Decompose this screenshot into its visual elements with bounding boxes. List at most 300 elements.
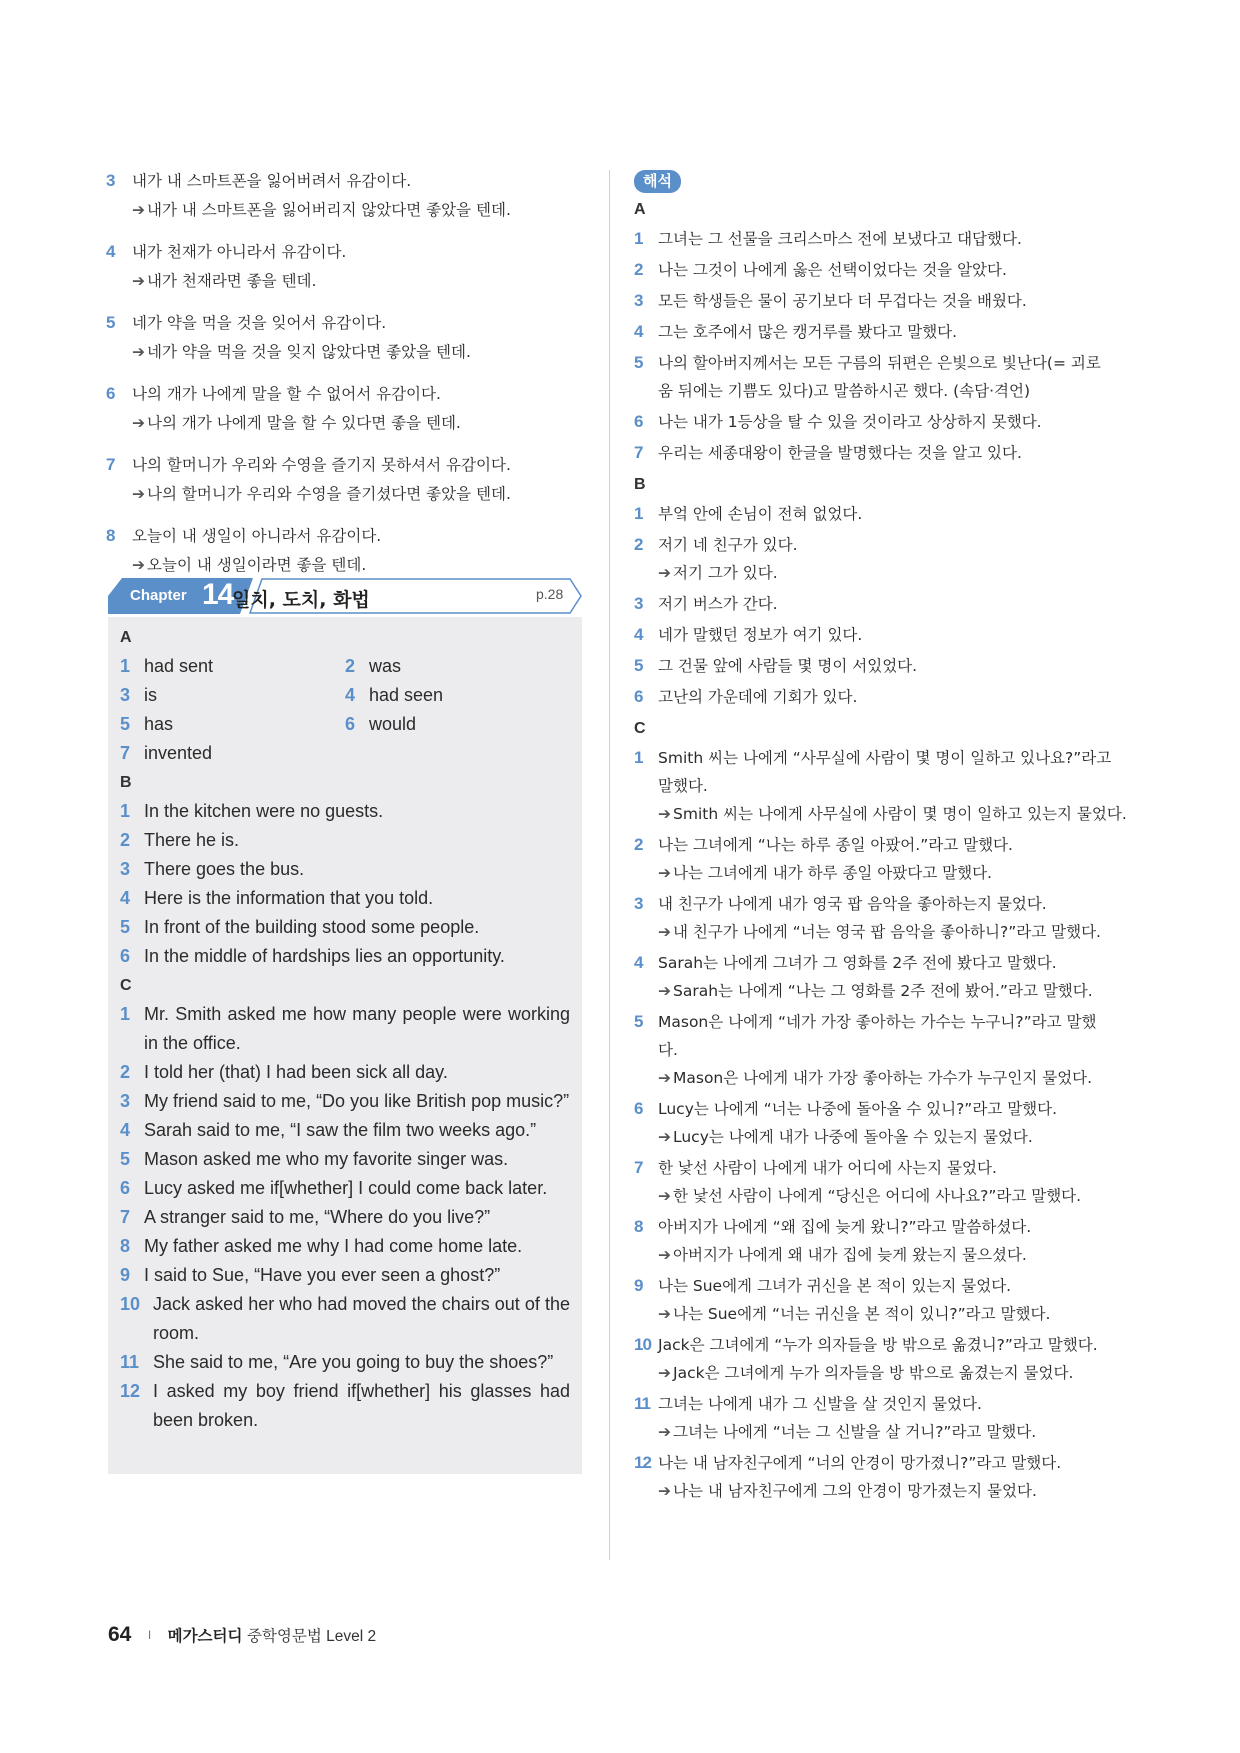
answer-number: 4 [120, 888, 131, 908]
translation-text: Lucy는 나에게 “너는 나중에 돌아올 수 있니?”라고 말했다. [658, 1100, 1058, 1118]
translation-sentence [634, 1331, 1114, 1387]
rewrite-text: 나는 내 남자친구에게 그의 안경이 망가졌는지 물었다. [673, 1482, 1037, 1500]
rewrite-text: 오늘이 내 생일이라면 좋을 텐데. [147, 556, 367, 574]
answer-text: My father asked me why I had come home late. [144, 1236, 523, 1256]
item-text: 네가 약을 먹을 것을 잊어서 유감이다. [132, 314, 387, 332]
item-number: 1 [634, 504, 644, 523]
answer-item [120, 739, 345, 768]
translation-sentence [634, 439, 1114, 467]
translation-text: 그녀는 나에게 내가 그 신발을 살 것인지 물었다. [658, 1395, 982, 1413]
translation-sentence [634, 831, 1114, 887]
answer-number: 6 [345, 714, 356, 734]
answer-text: Sarah said to me, “I saw the film two weeks ago.” [144, 1120, 537, 1140]
translation-body [658, 256, 1114, 284]
translation-rewrite [658, 859, 1114, 887]
answer-item [345, 710, 570, 739]
item-number: 4 [634, 953, 644, 972]
translation-body [658, 287, 1114, 315]
answer-item [120, 1116, 570, 1145]
translation-text: 내 친구가 나에게 내가 영국 팝 음악을 좋아하는지 물었다. [658, 895, 1047, 913]
rewrite-text: 한 낯선 사람이 나에게 “당신은 어디에 사나요?”라고 말했다. [673, 1187, 1082, 1205]
footer-book-title: 중학영문법 Level 2 [246, 1628, 377, 1645]
chapter-title: 일치, 도치, 화법 [232, 589, 370, 611]
translation-item [634, 439, 1114, 467]
translation-text: 아버지가 나에게 “왜 집에 늦게 왔니?”라고 말씀하셨다. [658, 1218, 1032, 1236]
item-number: 4 [634, 322, 644, 341]
translation-rewrite [658, 1300, 1114, 1328]
translation-body [658, 349, 1114, 405]
answer-text: would [369, 714, 417, 734]
section-c-answers [120, 1000, 570, 1435]
translation-sentence [634, 1213, 1114, 1269]
translation-sentence [634, 621, 1114, 649]
item-number: 5 [634, 353, 644, 372]
answer-text: Mr. Smith asked me how many people were working in the office. [144, 1004, 570, 1053]
translation-text: 그는 호주에서 많은 캥거루를 봤다고 말했다. [658, 323, 958, 341]
answer-item [120, 1174, 570, 1203]
translation-item [634, 652, 1114, 680]
item-number: 6 [634, 412, 644, 431]
translation-item [634, 408, 1114, 436]
arrow-icon: ➔ [132, 485, 145, 503]
answer-number: 3 [120, 1091, 131, 1111]
item-number: 10 [634, 1335, 651, 1354]
footer-brand: 메가스터디 [167, 1628, 243, 1645]
translation-sentence [634, 1095, 1114, 1151]
list-item-rewrite [106, 196, 596, 225]
translation-item [634, 225, 1114, 253]
translation-body [658, 1449, 1114, 1505]
answer-number: 3 [120, 859, 131, 879]
translation-body [658, 621, 1114, 649]
translation-body [658, 439, 1114, 467]
translation-column [634, 170, 1127, 1508]
list-item [106, 521, 596, 580]
translation-list [106, 166, 596, 592]
translation-text: 부엌 안에 손님이 전혀 없었다. [658, 505, 863, 523]
translation-item [634, 683, 1114, 711]
translation-sentence [634, 256, 1114, 284]
answer-text: invented [144, 743, 213, 763]
answer-item [345, 681, 570, 710]
item-number: 5 [634, 1012, 644, 1031]
list-item-sentence [106, 237, 596, 267]
chapter-number: 14 [202, 578, 234, 611]
translation-item [634, 949, 1114, 1005]
translation-rewrite [658, 977, 1114, 1005]
item-number: 7 [106, 455, 116, 474]
answer-item [120, 1290, 570, 1348]
arrow-icon: ➔ [658, 1128, 671, 1146]
answer-text: Here is the information that you told. [144, 888, 434, 908]
answer-item [120, 942, 570, 971]
translation-text: Smith 씨는 나에게 “사무실에 사람이 몇 명이 일하고 있나요?”라고 말했다. [658, 749, 1112, 795]
translation-body [658, 590, 1114, 618]
translation-body [658, 1272, 1114, 1328]
arrow-icon: ➔ [658, 564, 671, 582]
translation-rewrite [658, 1359, 1114, 1387]
translation-sentence [634, 1272, 1114, 1328]
list-item-rewrite [106, 267, 596, 296]
translation-text: 나는 내가 1등상을 탈 수 있을 것이라고 상상하지 못했다. [658, 413, 1042, 431]
answer-text: Mason asked me who my favorite singer was. [144, 1149, 509, 1169]
item-number: 1 [634, 229, 644, 248]
item-number: 8 [106, 526, 116, 545]
answer-number: 7 [120, 1207, 131, 1227]
item-number: 1 [634, 748, 644, 767]
answer-item [120, 710, 345, 739]
answer-text: was [369, 656, 402, 676]
translation-item [634, 349, 1114, 405]
translation-rewrite [658, 1477, 1114, 1505]
arrow-icon: ➔ [658, 1423, 671, 1441]
translation-text: 나는 그것이 나에게 옳은 선택이었다는 것을 알았다. [658, 261, 1007, 279]
answer-number: 8 [120, 1236, 131, 1256]
item-number: 6 [634, 687, 644, 706]
translation-rewrite [658, 559, 1114, 587]
translation-sentence [634, 500, 1114, 528]
section-a-label: A [120, 629, 132, 646]
answer-text: Jack asked her who had moved the chairs out of the room. [153, 1294, 570, 1343]
rewrite-text: 내가 천재라면 좋을 텐데. [147, 272, 317, 290]
answer-number: 9 [120, 1265, 131, 1285]
translation-body [658, 318, 1114, 346]
answer-text: had seen [369, 685, 444, 705]
answer-text: In the kitchen were no guests. [144, 801, 384, 821]
answer-text: There he is. [144, 830, 240, 850]
item-number: 3 [634, 894, 644, 913]
arrow-icon: ➔ [658, 1482, 671, 1500]
list-item-sentence [106, 166, 596, 196]
answer-item [120, 1145, 570, 1174]
item-number: 4 [106, 242, 116, 261]
translation-text: 나의 할아버지께서는 모든 구름의 뒤편은 은빛으로 빛난다(= 괴로움 뒤에는 기쁨도 있다)고 말씀하시곤 했다. (속담·격언) [658, 354, 1101, 400]
section-b-label: B [120, 774, 132, 791]
list-item-rewrite [106, 480, 596, 509]
translation-item [634, 1449, 1114, 1505]
item-number: 5 [634, 656, 644, 675]
translation-item [634, 890, 1114, 946]
answer-number: 4 [345, 685, 356, 705]
translation-item [634, 1213, 1114, 1269]
answer-item [120, 652, 345, 681]
list-item-sentence [106, 379, 596, 409]
rewrite-text: Mason은 나에게 내가 가장 좋아하는 가수가 누구인지 물었다. [673, 1069, 1093, 1087]
answer-number: 3 [120, 685, 131, 705]
rewrite-text: 그녀는 나에게 “너는 그 신발을 살 거니?”라고 말했다. [673, 1423, 1037, 1441]
rewrite-text: 나는 Sue에게 “너는 귀신을 본 적이 있니?”라고 말했다. [673, 1305, 1051, 1323]
translation-text: 우리는 세종대왕이 한글을 발명했다는 것을 알고 있다. [658, 444, 1022, 462]
item-number: 4 [634, 625, 644, 644]
chapter-label: Chapter [130, 587, 187, 604]
translation-text: 한 낯선 사람이 나에게 내가 어디에 사는지 물었다. [658, 1159, 997, 1177]
translation-item [634, 621, 1114, 649]
item-number: 3 [106, 171, 116, 190]
translation-sentence [634, 652, 1114, 680]
translation-item [634, 744, 1127, 828]
translation-sentence [634, 1008, 1114, 1092]
translation-body [658, 1331, 1114, 1387]
translation-item [634, 1154, 1114, 1210]
answer-item [120, 1261, 570, 1290]
translation-body [658, 1390, 1114, 1446]
list-item-rewrite [106, 409, 596, 438]
answer-text: In the middle of hardships lies an opportunity. [144, 946, 505, 966]
rewrite-text: 네가 약을 먹을 것을 잊지 않았다면 좋았을 텐데. [147, 343, 471, 361]
translation-body [658, 225, 1114, 253]
translation-text: 네가 말했던 정보가 여기 있다. [658, 626, 863, 644]
answer-text: There goes the bus. [144, 859, 305, 879]
arrow-icon: ➔ [132, 201, 145, 219]
answer-item [120, 1000, 570, 1058]
rewrite-text: 나는 그녀에게 내가 하루 종일 아팠다고 말했다. [673, 864, 992, 882]
translation-body [658, 890, 1114, 946]
answer-text: is [144, 685, 157, 705]
translation-body [658, 531, 1114, 587]
arrow-icon: ➔ [132, 556, 145, 574]
rewrite-text: Smith 씨는 나에게 사무실에 사람이 몇 명이 일하고 있는지 물었다. [673, 805, 1127, 823]
answer-number: 5 [120, 714, 131, 734]
item-number: 9 [634, 1276, 644, 1295]
translation-body [658, 831, 1114, 887]
list-item [106, 379, 596, 438]
translation-text: 고난의 가운데에 기회가 있다. [658, 688, 858, 706]
chapter-header [108, 578, 582, 614]
answer-number: 5 [120, 1149, 131, 1169]
tr-section-a-label: A [634, 201, 646, 218]
list-item-sentence [106, 521, 596, 551]
item-text: 오늘이 내 생일이 아니라서 유감이다. [132, 527, 382, 545]
answer-text: I told her (that) I had been sick all day. [144, 1062, 448, 1082]
answer-item [120, 681, 345, 710]
translation-text: 모든 학생들은 물이 공기보다 더 무겁다는 것을 배웠다. [658, 292, 1027, 310]
translation-item [634, 1331, 1114, 1387]
translation-sentence [634, 408, 1114, 436]
item-number: 5 [106, 313, 116, 332]
answer-item [120, 1087, 570, 1116]
item-number: 2 [634, 535, 644, 554]
translation-body [658, 744, 1127, 828]
translation-text: 나는 내 남자친구에게 “너의 안경이 망가졌니?”라고 말했다. [658, 1454, 1062, 1472]
arrow-icon: ➔ [658, 1187, 671, 1205]
item-number: 12 [634, 1453, 651, 1472]
answer-item [120, 1348, 570, 1377]
answer-item [120, 826, 570, 855]
answer-item [120, 797, 570, 826]
tr-section-a [634, 225, 1114, 467]
arrow-icon: ➔ [658, 864, 671, 882]
answer-text: My friend said to me, “Do you like British pop music?” [144, 1091, 570, 1111]
translation-sentence [634, 949, 1114, 1005]
answer-item [120, 1058, 570, 1087]
item-text: 내가 천재가 아니라서 유감이다. [132, 243, 347, 261]
item-number: 3 [634, 291, 644, 310]
answer-number: 1 [120, 801, 131, 821]
translation-rewrite [658, 800, 1127, 828]
rewrite-text: 나의 할머니가 우리와 수영을 즐기셨다면 좋았을 텐데. [147, 485, 511, 503]
arrow-icon: ➔ [658, 982, 671, 1000]
page-number: 64 [108, 1623, 132, 1646]
arrow-icon: ➔ [658, 1305, 671, 1323]
item-number: 7 [634, 443, 644, 462]
translation-body [658, 1154, 1114, 1210]
translation-text: 나는 Sue에게 그녀가 귀신을 본 적이 있는지 물었다. [658, 1277, 1012, 1295]
translation-item [634, 1008, 1114, 1092]
tr-section-b-label: B [634, 476, 646, 493]
answer-number: 2 [120, 1062, 131, 1082]
column-divider [609, 170, 610, 1560]
translation-rewrite [658, 1123, 1114, 1151]
answer-item [120, 884, 570, 913]
tr-section-c [634, 744, 1127, 1505]
answer-number: 5 [120, 917, 131, 937]
rewrite-text: 내 친구가 나에게 “너는 영국 팝 음악을 좋아하니?”라고 말했다. [673, 923, 1101, 941]
item-number: 3 [634, 594, 644, 613]
answer-number: 6 [120, 1178, 131, 1198]
answer-item [120, 1232, 570, 1261]
item-number: 2 [634, 260, 644, 279]
arrow-icon: ➔ [132, 343, 145, 361]
translation-item [634, 1272, 1114, 1328]
answer-number: 12 [120, 1381, 141, 1401]
arrow-icon: ➔ [132, 414, 145, 432]
answer-number: 1 [120, 1004, 131, 1024]
rewrite-text: Lucy는 나에게 내가 나중에 돌아올 수 있는지 물었다. [673, 1128, 1033, 1146]
translation-text: 나는 그녀에게 “나는 하루 종일 아팠어.”라고 말했다. [658, 836, 1013, 854]
rewrite-text: 저기 그가 있다. [673, 564, 778, 582]
translation-body [658, 1095, 1114, 1151]
footer-separator: I [147, 1628, 152, 1642]
translation-sentence [634, 531, 1114, 587]
rewrite-text: 나의 개가 나에게 말을 할 수 있다면 좋을 텐데. [147, 414, 461, 432]
answer-text: had sent [144, 656, 214, 676]
translation-body [658, 500, 1114, 528]
arrow-icon: ➔ [658, 1246, 671, 1264]
answer-item [120, 1377, 570, 1435]
section-c-label: C [120, 977, 132, 994]
translation-badge: 해석 [634, 170, 681, 193]
answer-item [120, 855, 570, 884]
answer-number: 2 [120, 830, 131, 850]
translation-text: Sarah는 나에게 그녀가 그 영화를 2주 전에 봤다고 말했다. [658, 954, 1057, 972]
translation-text: 저기 버스가 간다. [658, 595, 778, 613]
translation-item [634, 1095, 1114, 1151]
translation-text: 저기 네 친구가 있다. [658, 536, 798, 554]
translation-item [634, 531, 1114, 587]
answer-box [108, 617, 582, 1474]
translation-body [658, 652, 1114, 680]
translation-sentence [634, 349, 1114, 405]
arrow-icon: ➔ [658, 805, 671, 823]
translation-body [658, 949, 1114, 1005]
translation-sentence [634, 225, 1114, 253]
answer-number: 6 [120, 946, 131, 966]
item-number: 6 [634, 1099, 644, 1118]
answer-number: 10 [120, 1294, 141, 1314]
translation-sentence [634, 1449, 1114, 1505]
answer-text: Lucy asked me if[whether] I could come back later. [144, 1178, 548, 1198]
translation-item [634, 318, 1114, 346]
list-item-sentence [106, 308, 596, 338]
answer-number: 7 [120, 743, 131, 763]
translation-text: 그녀는 그 선물을 크리스마스 전에 보냈다고 대답했다. [658, 230, 1022, 248]
translation-rewrite [658, 918, 1114, 946]
translation-body [658, 1213, 1114, 1269]
list-item [106, 237, 596, 296]
translation-body [658, 1008, 1114, 1092]
translation-body [658, 683, 1114, 711]
translation-rewrite [658, 1182, 1114, 1210]
translation-sentence [634, 287, 1114, 315]
list-item [106, 450, 596, 509]
translation-item [634, 287, 1114, 315]
tr-section-c-label: C [634, 720, 646, 737]
item-number: 2 [634, 835, 644, 854]
item-text: 내가 내 스마트폰을 잃어버려서 유감이다. [132, 172, 412, 190]
item-text: 나의 할머니가 우리와 수영을 즐기지 못하셔서 유감이다. [132, 456, 511, 474]
list-item [106, 166, 596, 225]
answer-text: I asked my boy friend if[whether] his glasses had been broken. [153, 1381, 570, 1430]
list-item-sentence [106, 450, 596, 480]
item-number: 7 [634, 1158, 644, 1177]
translation-sentence [634, 890, 1114, 946]
translation-sentence [634, 1154, 1114, 1210]
translation-item [634, 256, 1114, 284]
answer-item [120, 1203, 570, 1232]
item-number: 6 [106, 384, 116, 403]
translation-sentence [634, 590, 1114, 618]
answer-number: 11 [120, 1352, 140, 1372]
section-a-answers [120, 652, 570, 768]
rewrite-text: 아버지가 나에게 왜 내가 집에 늦게 왔는지 물으셨다. [673, 1246, 1027, 1264]
translation-sentence [634, 683, 1114, 711]
translation-rewrite [658, 1418, 1114, 1446]
list-item-rewrite [106, 551, 596, 580]
arrow-icon: ➔ [658, 923, 671, 941]
translation-rewrite [658, 1241, 1114, 1269]
translation-item [634, 590, 1114, 618]
translation-item [634, 831, 1114, 887]
page-footer [108, 1623, 376, 1647]
arrow-icon: ➔ [658, 1069, 671, 1087]
item-text: 나의 개가 나에게 말을 할 수 없어서 유감이다. [132, 385, 441, 403]
rewrite-text: Jack은 그녀에게 누가 의자들을 방 밖으로 옮겼는지 물었다. [673, 1364, 1074, 1382]
translation-item [634, 500, 1114, 528]
translation-body [658, 408, 1114, 436]
item-number: 11 [634, 1394, 650, 1413]
translation-text: Jack은 그녀에게 “누가 의자들을 방 밖으로 옮겼니?”라고 말했다. [658, 1336, 1098, 1354]
answer-item [345, 652, 570, 681]
answer-text: She said to me, “Are you going to buy the shoes?” [153, 1352, 554, 1372]
answer-number: 2 [345, 656, 356, 676]
answer-text: I said to Sue, “Have you ever seen a ghost?” [144, 1265, 501, 1285]
answer-text: In front of the building stood some people. [144, 917, 480, 937]
translation-text: Mason은 나에게 “네가 가장 좋아하는 가수는 누구니?”라고 말했다. [658, 1013, 1097, 1059]
arrow-icon: ➔ [132, 272, 145, 290]
translation-rewrite [658, 1064, 1114, 1092]
answer-number: 4 [120, 1120, 131, 1140]
rewrite-text: Sarah는 나에게 “나는 그 영화를 2주 전에 봤어.”라고 말했다. [673, 982, 1093, 1000]
translation-item [634, 1390, 1114, 1446]
answer-number: 1 [120, 656, 131, 676]
section-b-answers [120, 797, 570, 971]
arrow-icon: ➔ [658, 1364, 671, 1382]
answer-text: A stranger said to me, “Where do you live?” [144, 1207, 491, 1227]
chapter-page-ref: p.28 [536, 586, 564, 602]
translation-text: 그 건물 앞에 사람들 몇 명이 서있었다. [658, 657, 918, 675]
answer-item [120, 913, 570, 942]
item-number: 8 [634, 1217, 644, 1236]
